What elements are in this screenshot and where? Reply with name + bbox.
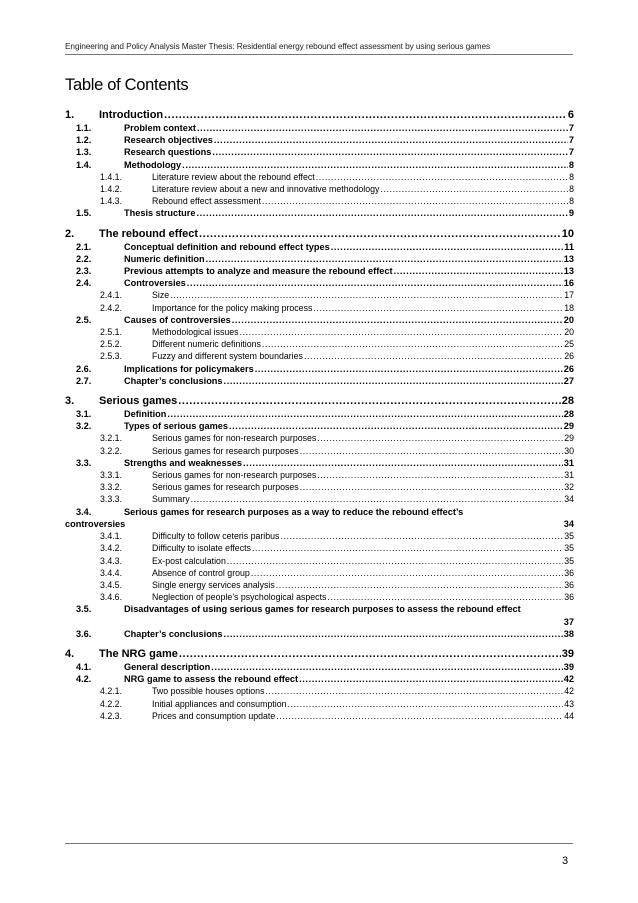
toc-entry-number: 3.3.1. [100,470,123,481]
toc-entry[interactable] [65,265,574,277]
toc-entry-title: Importance for the policy making process [152,302,313,313]
toc-entry-page: 7 [568,135,574,146]
dot-leader [212,146,568,158]
dot-leader [280,530,563,542]
toc-entry-page: 11 [564,241,574,252]
toc-entry-page: 29 [564,433,574,444]
toc-entry-page: 42 [563,674,574,685]
toc-entry-page: 31 [564,470,574,481]
toc-entry-number: 1.4.1. [100,171,123,182]
toc-entry-page: 8 [569,184,574,195]
toc-entry-title: Disadvantages of using serious games for research purposes to assess the rebound effect [124,604,521,615]
toc-entry-page: 35 [564,555,574,566]
dot-leader [299,673,563,685]
toc-entry-page: 7 [568,123,574,133]
dot-leader [196,207,567,219]
toc-entry-number: 1.4.2. [100,184,123,195]
toc-entry-title: Prices and consumption update [152,710,276,721]
toc-entry[interactable] [65,314,574,326]
dot-leader [227,555,563,567]
toc-entry-number: 3.4.1. [100,531,123,542]
dot-leader [317,432,563,444]
toc-entry[interactable] [65,394,574,408]
footer-divider [65,843,573,844]
toc-entry-page: 6 [567,109,574,121]
header-divider [65,54,573,55]
toc-entry-number: 4.2.3. [100,710,123,721]
dot-leader [224,628,563,640]
toc-entry-number: 4.2.1. [100,686,123,697]
toc-entry-page: 29 [563,421,574,432]
toc-entry-title: The rebound effect [99,227,199,240]
dot-leader [313,302,563,314]
toc-entry-title: Types of serious games [124,421,228,432]
toc-entry[interactable] [65,698,574,710]
toc-entry-number: 2.4.2. [100,302,123,313]
toc-entry[interactable] [65,302,574,314]
toc-entry-page: 34 [563,518,574,529]
toc-entry-number: 2.1. [76,241,92,252]
toc-entry-page: 8 [569,171,574,182]
toc-entry-title: Ex-post calculation [152,555,226,566]
toc-entry[interactable] [65,673,574,685]
toc-entry[interactable] [65,469,574,481]
toc-entry[interactable] [65,542,574,554]
toc-entry-title: Two possible houses options [152,686,265,697]
toc-entry[interactable] [65,661,574,673]
toc-entry[interactable] [65,685,574,697]
toc-entry-number: 3.3.2. [100,482,123,493]
dot-leader [394,265,563,277]
toc-entry-number: 2.5.1. [100,327,123,338]
toc-entry-number: 4. [65,647,75,660]
dot-leader [224,375,563,387]
dot-leader [182,159,568,171]
toc-entry-title: Methodology [124,159,182,170]
toc-entry-page: 26 [564,351,574,362]
toc-entry[interactable] [65,289,574,301]
toc-entry-title: Controversies [124,278,186,289]
toc-entry-title: Rebound effect assessment [152,196,261,207]
toc-entry-page: 38 [563,628,574,639]
toc-entry-page: 34 [564,494,574,505]
toc-entry-page: 28 [563,409,574,420]
dot-leader [214,134,568,146]
toc-entry[interactable] [65,579,574,591]
dot-leader [164,108,567,122]
toc-entry[interactable] [65,134,574,146]
dot-leader [178,394,560,408]
toc-entry-page: 13 [563,253,574,264]
toc-entry-page: 36 [564,579,574,590]
toc-entry-title: The NRG game [99,647,178,660]
toc-entry[interactable] [65,603,574,627]
dot-leader [276,579,563,591]
toc-entry-title: Serious games for research purposes [152,445,299,456]
toc-entry-number: 3.4.5. [100,579,123,590]
toc-entry-number: 3.2. [76,421,92,432]
running-header: Engineering and Policy Analysis Master Thesis: Residential energy rebound effect assessment by using serious games [65,41,491,51]
toc-entry[interactable] [65,567,574,579]
toc-entry[interactable] [65,432,574,444]
toc-entry[interactable] [65,122,574,134]
toc-entry-number: 2.5. [76,314,92,325]
toc-entry[interactable] [65,591,574,603]
toc-entry-page: 17 [564,290,574,301]
toc-entry[interactable] [65,227,574,241]
dot-leader [191,493,564,505]
toc-entry-number: 3.4.6. [100,592,123,603]
toc-entry[interactable] [65,350,574,362]
toc-entry-number: 1.3. [76,147,92,158]
toc-entry[interactable] [65,253,574,265]
toc-entry[interactable] [65,338,574,350]
dot-leader [197,122,568,134]
dot-leader [252,542,563,554]
dot-leader [243,457,563,469]
toc-entry-page: 32 [564,482,574,493]
toc-entry-page: 7 [568,147,574,158]
toc-entry-page: 16 [563,278,574,289]
toc-entry-page: 30 [564,445,574,456]
toc-entry-title: Absence of control group [152,567,250,578]
toc-entry[interactable] [65,363,574,375]
dot-leader [199,227,561,241]
toc-entry-number: 2.5.2. [100,339,123,350]
toc-entry-title: Size [152,290,170,301]
toc-entry-title: Difficulty to isolate effects [152,543,251,554]
toc-entry[interactable] [65,647,574,661]
toc-entry-page: 39 [563,661,574,672]
toc-entry-number: 2.3. [76,266,92,277]
toc-entry-title: Conceptual definition and rebound effect types [124,241,330,252]
toc-entry-number: 2.2. [76,253,92,264]
toc-entry-number: 2.4.1. [100,290,123,301]
dot-leader [327,591,563,603]
toc-entry-title: Implications for policymakers [124,363,254,374]
toc-entry[interactable] [65,183,574,195]
toc-entry-title: Serious games [99,395,178,408]
toc-entry-number: 1.4. [76,159,92,170]
dot-leader [232,314,563,326]
toc-entry-number: 1.2. [76,135,92,146]
toc-entry-title: Difficulty to follow ceteris paribus [152,531,280,542]
toc-entry-page: 36 [564,567,574,578]
toc-entry-page: 37 [563,616,574,627]
toc-entry-number: 1.4.3. [100,196,123,207]
toc-entry-title: Initial appliances and consumption [152,698,287,709]
toc-entry-title: Chapter’s conclusions [124,628,223,639]
toc-entry-title: Previous attempts to analyze and measure the rebound effect [124,266,393,277]
toc-entry-title: NRG game to assess the rebound effect [124,674,299,685]
toc-entry[interactable] [65,277,574,289]
toc-entry-page: 10 [561,227,574,240]
toc-entry[interactable] [65,146,574,158]
toc-entry-number: 4.2. [76,674,92,685]
toc-entry-number: 3.2.1. [100,433,123,444]
toc-entry-page: 18 [564,302,574,313]
dot-leader [265,685,563,697]
dot-leader [300,481,564,493]
toc-entry-title: General description [124,661,211,672]
toc-entry-number: 3.6. [76,628,92,639]
toc-entry-title: Causes of controversies [124,314,231,325]
dot-leader [331,241,564,253]
toc-entry-page: 13 [563,266,574,277]
toc-entry[interactable] [65,375,574,387]
dot-leader [287,698,563,710]
dot-leader [262,338,563,350]
toc-entry-page: 43 [564,698,574,709]
toc-entry[interactable] [65,481,574,493]
toc-entry-page: 8 [568,159,574,170]
dot-leader [240,326,564,338]
toc-entry-page: 31 [563,457,574,468]
page-number: 3 [562,855,569,867]
dot-leader [276,710,563,722]
toc-entry-page: 42 [564,686,574,697]
dot-leader [179,647,561,661]
dot-leader [255,363,563,375]
toc-entry-page: 44 [564,710,574,721]
toc-entry-number: 2.4. [76,278,92,289]
toc-entry-title: Chapter’s conclusions [124,375,223,386]
toc-entry-number: 3.4.3. [100,555,123,566]
toc-entry-title: Research objectives [124,135,213,146]
toc-entry[interactable] [65,555,574,567]
toc-entry-page: 20 [564,327,574,338]
dot-leader [262,195,568,207]
toc-entry[interactable] [65,408,574,420]
toc-entry-page: 8 [569,196,574,207]
toc-entry[interactable] [65,506,574,530]
dot-leader [211,661,562,673]
toc-entry-number: 4.2.2. [100,698,123,709]
dot-leader [206,253,563,265]
dot-leader [251,567,563,579]
toc-entry-page: 39 [561,647,574,660]
toc-entry-title: Summary [152,494,190,505]
dot-leader [317,469,563,481]
toc-entry-title: Fuzzy and different system boundaries [152,351,303,362]
toc-entry-number: 1. [65,109,75,121]
toc-entry-title: Serious games for research purposes as a way to reduce the rebound effect’s [124,506,464,517]
toc-entry-title: Single energy services analysis [152,579,275,590]
toc-entry-page: 25 [564,339,574,350]
toc-entry-title: Serious games for non-research purposes [152,470,317,481]
toc-entry-number: 4.1. [76,661,92,672]
toc-entry-title: Definition [124,409,167,420]
toc-entry-title: Strengths and weaknesses [124,457,242,468]
toc-entry-page: 26 [563,363,574,374]
toc-entry[interactable] [65,195,574,207]
dot-leader [304,350,563,362]
toc-list [65,100,574,722]
toc-entry-number: 2.7. [76,375,92,386]
toc-entry-title: Problem context [124,123,196,133]
toc-entry-title-continued: controversies [65,518,126,529]
toc-entry-number: 3. [65,395,75,408]
toc-entry-title: Literature review about a new and innovative methodology [152,184,380,195]
toc-entry-title: Serious games for non-research purposes [152,433,317,444]
toc-entry[interactable] [65,207,574,219]
toc-entry[interactable] [65,493,574,505]
toc-entry-number: 1.5. [76,208,92,219]
toc-entry-number: 3.4.2. [100,543,123,554]
toc-entry[interactable] [65,159,574,171]
dot-leader [167,408,562,420]
toc-entry-number: 1.1. [76,123,92,133]
toc-entry-page: 20 [563,314,574,325]
toc-entry-title: Methodological issues [152,327,239,338]
dot-leader [187,277,563,289]
toc-entry[interactable] [65,108,574,122]
toc-entry-number: 3.4. [76,506,92,517]
toc-entry-number: 2.5.3. [100,351,123,362]
toc-entry-page: 9 [568,208,574,219]
toc-entry[interactable] [65,628,574,640]
toc-entry-title: Literature review about the rebound effect [152,171,315,182]
toc-entry[interactable] [65,420,574,432]
toc-entry-number: 3.3. [76,457,92,468]
toc-entry-page: 28 [561,395,574,408]
toc-entry-title: Numeric definition [124,253,205,264]
toc-entry[interactable] [65,710,574,722]
dot-leader [300,445,564,457]
toc-title: Table of Contents [65,76,189,94]
toc-entry-title: Serious games for research purposes [152,482,299,493]
toc-entry-number: 3.1. [76,409,92,420]
dot-leader [170,289,563,301]
toc-entry-title: Research questions [124,147,212,158]
dot-leader [316,171,568,183]
toc-entry-page: 35 [564,531,574,542]
toc-entry[interactable] [65,530,574,542]
toc-entry-page: 27 [563,375,574,386]
toc-entry[interactable] [65,445,574,457]
toc-entry-number: 3.2.2. [100,445,123,456]
dot-leader [380,183,568,195]
toc-entry-number: 3.3.3. [100,494,123,505]
toc-entry-number: 2.6. [76,363,92,374]
dot-leader [229,420,563,432]
toc-entry-number: 3.4.4. [100,567,123,578]
toc-entry[interactable] [65,326,574,338]
toc-entry-title: Thesis structure [124,208,196,219]
toc-entry-page: 36 [564,592,574,603]
toc-entry-number: 2. [65,227,75,240]
toc-entry-title: Introduction [99,109,164,121]
toc-entry[interactable] [65,457,574,469]
toc-entry[interactable] [65,241,574,253]
toc-entry-page: 35 [564,543,574,554]
toc-entry-title: Neglection of people’s psychological aspects [152,592,327,603]
toc-entry-title: Different numeric definitions [152,339,261,350]
toc-entry[interactable] [65,171,574,183]
toc-entry-number: 3.5. [76,604,92,615]
